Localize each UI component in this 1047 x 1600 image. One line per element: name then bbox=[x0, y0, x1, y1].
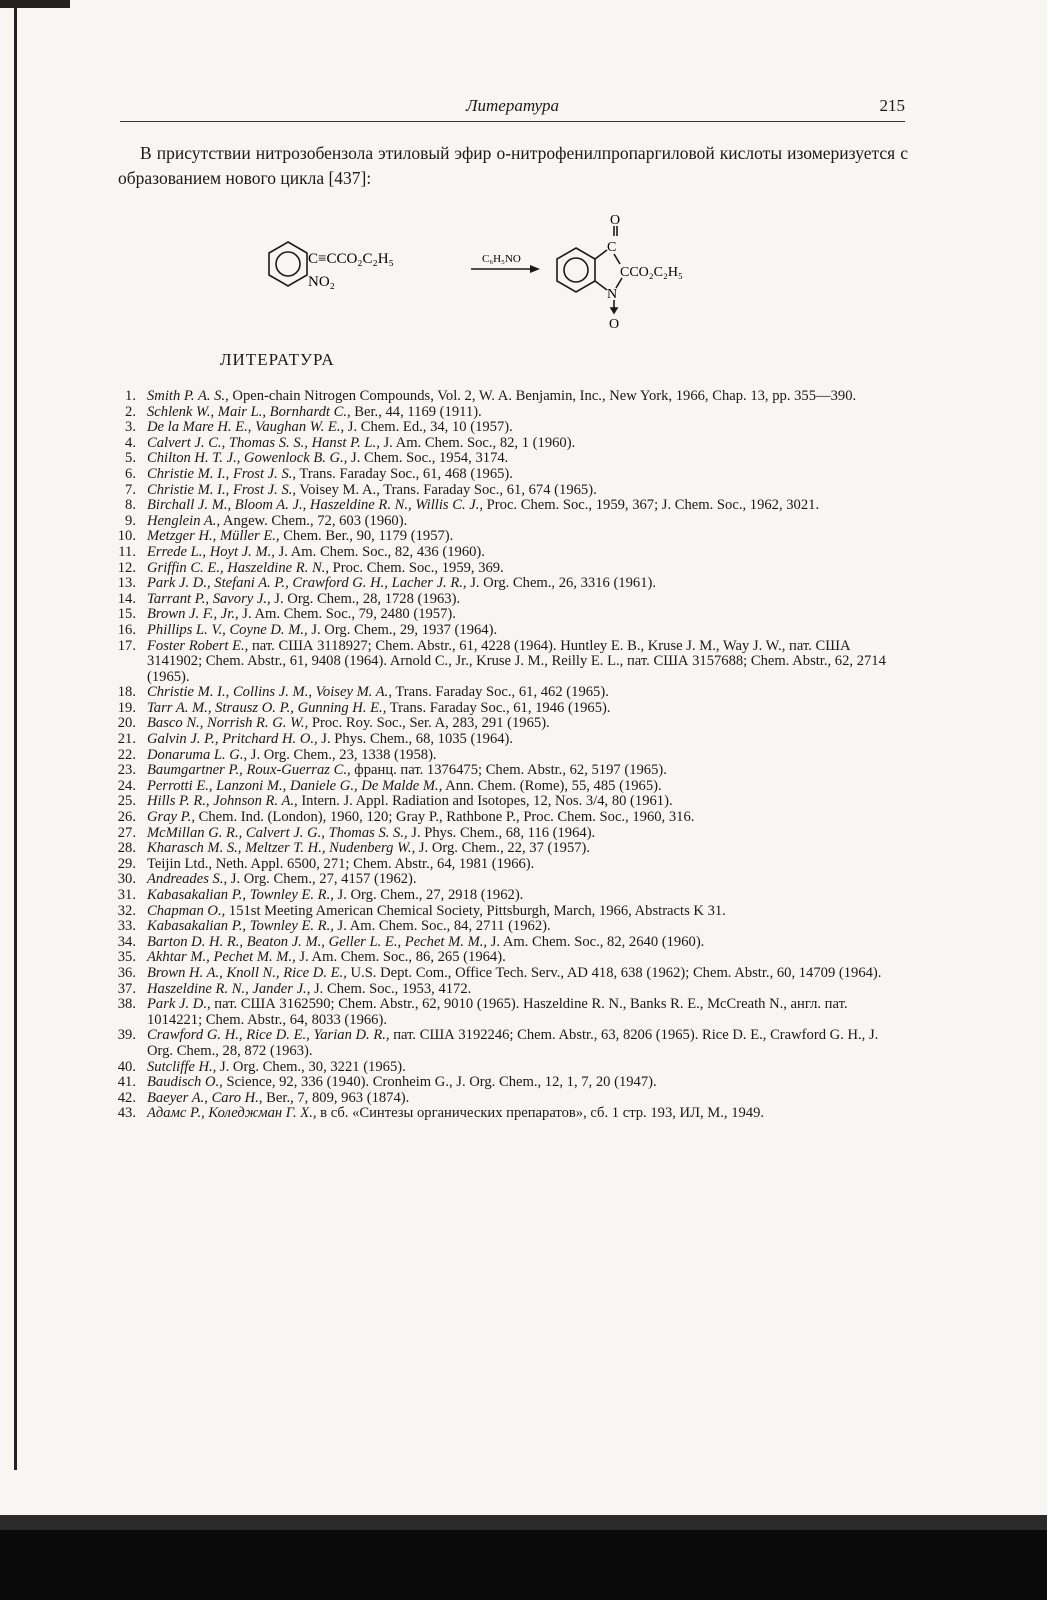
reference-item bbox=[112, 794, 902, 810]
reference-number: 31. bbox=[117, 887, 136, 903]
reference-list bbox=[112, 389, 902, 1122]
reference-item bbox=[112, 576, 902, 592]
reference-text bbox=[147, 451, 902, 467]
reference-authors: Kabasakalian P., Townley E. R., bbox=[147, 887, 334, 903]
reference-item bbox=[112, 701, 902, 717]
reference-item bbox=[112, 1060, 902, 1076]
reference-item bbox=[112, 420, 902, 436]
reference-authors: Gray P., bbox=[147, 809, 195, 826]
reference-source: Science, 92, 336 (1940). Cronheim G., J. Org. Chem., 12, 1, 7, 20 (1947). bbox=[222, 1074, 657, 1091]
reference-number: 18. bbox=[117, 684, 136, 701]
reference-item bbox=[112, 1028, 902, 1059]
references-heading: ЛИТЕРАТУРА bbox=[220, 350, 335, 369]
reference-source: J. Org. Chem., 23, 1338 (1958). bbox=[247, 746, 437, 763]
reference-number: 14. bbox=[117, 590, 136, 607]
reference-text bbox=[147, 1091, 902, 1107]
reference-number: 16. bbox=[117, 621, 136, 638]
reference-authors: Metzger H., Müller E., bbox=[147, 528, 280, 545]
reference-item bbox=[112, 592, 902, 608]
reference-source: Trans. Faraday Soc., 61, 1946 (1965). bbox=[386, 699, 611, 716]
scan-bottom-border bbox=[0, 1530, 1047, 1600]
reference-item bbox=[112, 997, 902, 1028]
reference-text bbox=[147, 1060, 902, 1076]
reference-text bbox=[147, 826, 902, 842]
reference-item bbox=[112, 1106, 902, 1122]
reference-item bbox=[112, 405, 902, 421]
reference-number: 10. bbox=[117, 528, 136, 545]
reference-item bbox=[112, 716, 902, 732]
reference-text bbox=[147, 685, 902, 701]
reference-source: J. Chem. Soc., 1954, 3174. bbox=[347, 450, 509, 467]
reference-item bbox=[112, 529, 902, 545]
page-number: 215 bbox=[879, 96, 905, 115]
reference-source: J. Org. Chem., 29, 1937 (1964). bbox=[307, 621, 498, 638]
reference-number: 42. bbox=[117, 1089, 136, 1106]
reference-source: пат. США 3118927; Chem. Abstr., 61, 4228 (1964). Huntley E. B., Kruse J. M., Way J. W., пат. США 3141902; Chem. Abstr., 61, 9408 (1964). Arnold C., Jr., Kruse J. M., Reilly E. L., пат. США 3157688; Chem. Abstr., 62, 2714 (1965). bbox=[147, 637, 886, 685]
reference-text bbox=[147, 841, 902, 857]
reference-text bbox=[147, 592, 902, 608]
reference-item bbox=[112, 935, 902, 951]
reference-source: Open-chain Nitrogen Compounds, Vol. 2, W. A. Benjamin, Inc., New York, 1966, Chap. 13, pp. 355—390. bbox=[228, 388, 857, 404]
reactant-substituent-top: C≡CCO₂C₂H₅ bbox=[308, 251, 394, 267]
reference-number: 8. bbox=[125, 497, 136, 514]
reference-number: 27. bbox=[117, 824, 136, 841]
reference-source: Proc. Roy. Soc., Ser. A, 283, 291 (1965). bbox=[308, 715, 550, 732]
reference-number: 33. bbox=[117, 918, 136, 935]
reference-number: 17. bbox=[117, 637, 136, 654]
reference-number: 4. bbox=[125, 434, 136, 451]
reference-number: 35. bbox=[117, 949, 136, 966]
reference-source: J. Org. Chem., 27, 2918 (1962). bbox=[333, 887, 524, 903]
reference-item bbox=[112, 498, 902, 514]
reference-item bbox=[112, 732, 902, 748]
reference-item bbox=[112, 904, 902, 920]
reference-item bbox=[112, 982, 902, 998]
reference-item bbox=[112, 1091, 902, 1107]
reference-text bbox=[147, 639, 902, 686]
reference-text bbox=[147, 389, 902, 405]
reference-source: Chem. Ber., 90, 1179 (1957). bbox=[279, 528, 454, 545]
reference-text bbox=[147, 732, 902, 748]
reference-item bbox=[112, 810, 902, 826]
reference-source: Chem. Ind. (London), 1960, 120; Gray P., Rathbone P., Proc. Chem. Soc., 1960, 316. bbox=[194, 809, 695, 826]
reference-source: в сб. «Синтезы органических препаратов», сб. 1 стр. 193, ИЛ, М., 1949. bbox=[316, 1105, 765, 1122]
reference-source: Intern. J. Appl. Radiation and Isotopes, 12, Nos. 3/4, 80 (1961). bbox=[297, 793, 673, 810]
reference-authors: Basco N., Norrish R. G. W., bbox=[147, 715, 309, 732]
reference-authors: Tarrant P., Savory J., bbox=[147, 590, 271, 607]
reference-number: 28. bbox=[117, 840, 136, 857]
reference-text bbox=[147, 436, 902, 452]
reference-text bbox=[147, 982, 902, 998]
reference-source: J. Org. Chem., 26, 3316 (1961). bbox=[466, 575, 657, 592]
reference-item bbox=[112, 623, 902, 639]
reference-number: 12. bbox=[117, 559, 136, 576]
reference-text bbox=[147, 779, 902, 795]
reference-text bbox=[147, 420, 902, 436]
reference-source: J. Org. Chem., 28, 1728 (1963). bbox=[270, 590, 461, 607]
reference-authors: McMillan G. R., Calvert J. G., Thomas S. S., bbox=[147, 824, 408, 841]
reference-number: 32. bbox=[117, 902, 136, 919]
reference-number: 5. bbox=[125, 450, 136, 467]
reference-text bbox=[147, 810, 902, 826]
reference-number: 15. bbox=[117, 606, 136, 623]
reference-authors: Christie M. I., Collins J. M., Voisey M. A., bbox=[147, 684, 392, 701]
reference-authors: Barton D. H. R., Beaton J. M., Geller L. E., Pechet M. M., bbox=[147, 933, 488, 950]
reference-text bbox=[147, 1028, 902, 1059]
reference-text bbox=[147, 997, 902, 1028]
reference-text bbox=[147, 872, 902, 888]
reference-source: J. Chem. Soc., 1953, 4172. bbox=[310, 980, 472, 997]
reference-authors: Адамс Р., Коледжман Г. Х., bbox=[147, 1105, 317, 1122]
reference-item bbox=[112, 607, 902, 623]
reference-number: 30. bbox=[117, 871, 136, 888]
reference-source: 151st Meeting American Chemical Society, Pittsburgh, March, 1966, Abstracts K 31. bbox=[225, 902, 726, 919]
reference-authors: Chapman O., bbox=[147, 902, 226, 919]
reference-authors: Brown J. F., Jr., bbox=[147, 606, 239, 623]
reference-source: U.S. Dept. Com., Office Tech. Serv., AD 418, 638 (1962); Chem. Abstr., 60, 14709 (1964). bbox=[346, 964, 882, 981]
reference-source: франц. пат. 1376475; Chem. Abstr., 62, 5197 (1965). bbox=[350, 762, 667, 779]
reference-authors: Christie M. I., Frost J. S., bbox=[147, 481, 297, 498]
reference-number: 19. bbox=[117, 699, 136, 716]
reference-authors: Baumgartner P., Roux-Guerraz C., bbox=[147, 762, 351, 779]
reference-source: Ber., 44, 1169 (1911). bbox=[350, 403, 482, 420]
reference-source: Angew. Chem., 72, 603 (1960). bbox=[220, 512, 408, 529]
reference-source: Ann. Chem. (Rome), 55, 485 (1965). bbox=[442, 777, 662, 794]
product-nitrogen: N bbox=[607, 287, 618, 302]
reference-text bbox=[147, 1075, 902, 1091]
reference-source: Proc. Chem. Soc., 1959, 367; J. Chem. Soc., 1962, 3021. bbox=[483, 497, 820, 514]
reagent-label: C₆H₅NO bbox=[482, 253, 521, 265]
reference-source: Ber., 7, 809, 963 (1874). bbox=[262, 1089, 410, 1106]
scan-edge-line bbox=[14, 0, 17, 1470]
reference-text bbox=[147, 623, 902, 639]
product-carbonyl-oxygen: O bbox=[610, 213, 621, 228]
reference-authors: Haszeldine R. N., Jander J., bbox=[147, 980, 311, 997]
reference-text bbox=[147, 966, 902, 982]
reference-number: 41. bbox=[117, 1074, 136, 1091]
reference-authors: Tarr A. M., Strausz O. P., Gunning H. E., bbox=[147, 699, 387, 716]
reference-item bbox=[112, 826, 902, 842]
reference-item bbox=[112, 888, 902, 904]
reference-authors: Errede L., Hoyt J. M., bbox=[147, 543, 275, 560]
reference-authors: Foster Robert E., bbox=[147, 637, 249, 654]
reference-text bbox=[147, 716, 902, 732]
reference-number: 3. bbox=[125, 419, 136, 436]
reference-number: 2. bbox=[125, 403, 136, 420]
reference-source: J. Am. Chem. Soc., 82, 436 (1960). bbox=[274, 543, 485, 560]
reference-number: 36. bbox=[117, 964, 136, 981]
reaction-arrow bbox=[471, 265, 540, 273]
reference-authors: Park J. D., Stefani A. P., Crawford G. H., Lacher J. R., bbox=[147, 575, 467, 592]
reference-source: J. Phys. Chem., 68, 1035 (1964). bbox=[317, 731, 514, 748]
reference-text bbox=[147, 467, 902, 483]
reference-number: 13. bbox=[117, 575, 136, 592]
reference-text bbox=[147, 904, 902, 920]
reference-text bbox=[147, 576, 902, 592]
scan-edge-mark bbox=[0, 0, 70, 8]
reference-authors: Perrotti E., Lanzoni M., Daniele G., De Malde M., bbox=[147, 777, 443, 794]
scan-shadow bbox=[0, 1515, 1047, 1531]
reference-number: 21. bbox=[117, 731, 136, 748]
reference-text bbox=[147, 794, 902, 810]
header-title: Литература bbox=[465, 96, 559, 115]
reference-number: 40. bbox=[117, 1058, 136, 1075]
reference-source: J. Org. Chem., 30, 3221 (1965). bbox=[216, 1058, 406, 1075]
reference-item bbox=[112, 451, 902, 467]
product-ester-group: CCO₂C₂H₅ bbox=[620, 265, 683, 280]
reference-source: J. Org. Chem., 22, 37 (1957). bbox=[415, 840, 591, 857]
reference-number: 7. bbox=[125, 481, 136, 498]
reference-item bbox=[112, 919, 902, 935]
reference-authors: Henglein A., bbox=[147, 512, 221, 529]
reactant-benzene-ring bbox=[269, 242, 307, 286]
product-carbon: C bbox=[607, 240, 617, 255]
reference-text bbox=[147, 607, 902, 623]
reference-text bbox=[147, 561, 902, 577]
reference-authors: Donaruma L. G., bbox=[147, 746, 248, 763]
reference-number: 37. bbox=[117, 980, 136, 997]
reference-number: 9. bbox=[125, 512, 136, 529]
reference-source: Trans. Faraday Soc., 61, 468 (1965). bbox=[296, 465, 513, 482]
reference-item bbox=[112, 1075, 902, 1091]
reference-authors: Smith P. A. S., bbox=[147, 388, 229, 404]
reference-item bbox=[112, 748, 902, 764]
reference-item bbox=[112, 872, 902, 888]
reference-item bbox=[112, 483, 902, 499]
reference-number: 25. bbox=[117, 793, 136, 810]
reference-number: 29. bbox=[117, 855, 136, 872]
reactant-substituent-bottom: NO₂ bbox=[308, 274, 335, 290]
reference-authors: Birchall J. M., Bloom A. J., Haszeldine R. N., Willis C. J., bbox=[147, 497, 484, 514]
reference-text bbox=[147, 1106, 902, 1122]
reference-authors: Akhtar M., Pechet M. M., bbox=[147, 949, 296, 966]
reference-text bbox=[147, 529, 902, 545]
reference-text bbox=[147, 483, 902, 499]
reference-number: 43. bbox=[117, 1105, 136, 1122]
reference-authors: Crawford G. H., Rice D. E., Yarian D. R., bbox=[147, 1027, 390, 1044]
reference-item bbox=[112, 763, 902, 779]
reference-item bbox=[112, 639, 902, 686]
reference-authors: Kharasch M. S., Meltzer T. H., Nudenberg W., bbox=[147, 840, 416, 857]
reference-text bbox=[147, 748, 902, 764]
reference-text bbox=[147, 701, 902, 717]
reference-authors: Hills P. R., Johnson R. A., bbox=[147, 793, 298, 810]
reference-number: 1. bbox=[125, 388, 136, 404]
reference-authors: Brown H. A., Knoll N., Rice D. E., bbox=[147, 964, 347, 981]
reference-authors: Chilton H. T. J., Gowenlock B. G., bbox=[147, 450, 348, 467]
reference-source: J. Chem. Ed., 34, 10 (1957). bbox=[344, 419, 513, 436]
reference-item bbox=[112, 389, 902, 405]
reference-text bbox=[147, 935, 902, 951]
reference-item bbox=[112, 685, 902, 701]
reference-source: Trans. Faraday Soc., 61, 462 (1965). bbox=[391, 684, 609, 701]
reference-number: 20. bbox=[117, 715, 136, 732]
reference-item bbox=[112, 950, 902, 966]
reference-authors: Andreades S., bbox=[147, 871, 228, 888]
reference-source: Teijin Ltd., Neth. Appl. 6500, 271; Chem. Abstr., 64, 1981 (1966). bbox=[147, 855, 535, 872]
reference-text bbox=[147, 888, 902, 904]
reference-source: J. Am. Chem. Soc., 82, 2640 (1960). bbox=[487, 933, 705, 950]
reference-source: J. Phys. Chem., 68, 116 (1964). bbox=[407, 824, 596, 841]
reference-source: J. Am. Chem. Soc., 79, 2480 (1957). bbox=[238, 606, 456, 623]
reference-number: 11. bbox=[118, 543, 136, 560]
reaction-scheme bbox=[268, 210, 748, 350]
reference-source: J. Am. Chem. Soc., 84, 2711 (1962). bbox=[333, 918, 551, 935]
reference-item bbox=[112, 436, 902, 452]
reference-number: 6. bbox=[125, 465, 136, 482]
reference-number: 23. bbox=[117, 762, 136, 779]
reference-item bbox=[112, 545, 902, 561]
reference-text bbox=[147, 950, 902, 966]
reference-authors: Schlenk W., Mair L., Bornhardt C., bbox=[147, 403, 351, 420]
reference-authors: Sutcliffe H., bbox=[147, 1058, 217, 1075]
reference-text bbox=[147, 857, 902, 873]
reference-item bbox=[112, 966, 902, 982]
reference-authors: Park J. D., bbox=[147, 996, 211, 1013]
reference-source: J. Am. Chem. Soc., 82, 1 (1960). bbox=[379, 434, 576, 451]
reference-authors: Kabasakalian P., Townley E. R., bbox=[147, 918, 334, 935]
reference-item bbox=[112, 514, 902, 530]
reference-text bbox=[147, 545, 902, 561]
reference-number: 38. bbox=[117, 996, 136, 1013]
reference-authors: Christie M. I., Frost J. S., bbox=[147, 465, 297, 482]
reference-source: пат. США 3192246; Chem. Abstr., 63, 8206 (1965). Rice D. E., Crawford G. H., J. Org. Chem., 28, 872 (1963). bbox=[147, 1027, 879, 1059]
reference-text bbox=[147, 514, 902, 530]
running-header bbox=[120, 96, 905, 122]
reference-text bbox=[147, 405, 902, 421]
reference-number: 22. bbox=[117, 746, 136, 763]
reference-item bbox=[112, 857, 902, 873]
reference-text bbox=[147, 763, 902, 779]
reference-source: пат. США 3162590; Chem. Abstr., 62, 9010 (1965). Haszeldine R. N., Banks R. E., McCreath N., англ. пат. 1014221; Chem. Abstr., 64, 8033 (1966). bbox=[147, 996, 848, 1028]
reference-source: Proc. Chem. Soc., 1959, 369. bbox=[329, 559, 504, 576]
reference-number: 34. bbox=[117, 933, 136, 950]
product-n-oxide-oxygen: O bbox=[609, 317, 620, 332]
reference-number: 39. bbox=[117, 1027, 136, 1044]
reference-authors: Baeyer A., Caro H., bbox=[147, 1089, 263, 1106]
reference-item bbox=[112, 779, 902, 795]
reference-number: 26. bbox=[117, 809, 136, 826]
reference-source: J. Am. Chem. Soc., 86, 265 (1964). bbox=[295, 949, 506, 966]
reference-authors: Galvin J. P., Pritchard H. O., bbox=[147, 731, 318, 748]
intro-paragraph: В присутствии нитрозобензола этиловый эфир о-нитрофенилпропаргиловой кислоты изомеризуется с образованием нового цикла [437]: bbox=[118, 143, 908, 188]
reference-authors: Baudisch O., bbox=[147, 1074, 223, 1091]
reference-text bbox=[147, 498, 902, 514]
reference-authors: Calvert J. C., Thomas S. S., Hanst P. L., bbox=[147, 434, 380, 451]
reference-number: 24. bbox=[117, 777, 136, 794]
reference-authors: Griffin C. E., Haszeldine R. N., bbox=[147, 559, 330, 576]
reference-authors: Phillips L. V., Coyne D. M., bbox=[147, 621, 308, 638]
reference-item bbox=[112, 561, 902, 577]
reference-text bbox=[147, 919, 902, 935]
reference-item bbox=[112, 467, 902, 483]
reference-item bbox=[112, 841, 902, 857]
reference-source: Voisey M. A., Trans. Faraday Soc., 61, 674 (1965). bbox=[296, 481, 597, 498]
header-rule bbox=[120, 121, 905, 122]
reference-authors: De la Mare H. E., Vaughan W. E., bbox=[147, 419, 345, 436]
reference-source: J. Org. Chem., 27, 4157 (1962). bbox=[227, 871, 417, 888]
